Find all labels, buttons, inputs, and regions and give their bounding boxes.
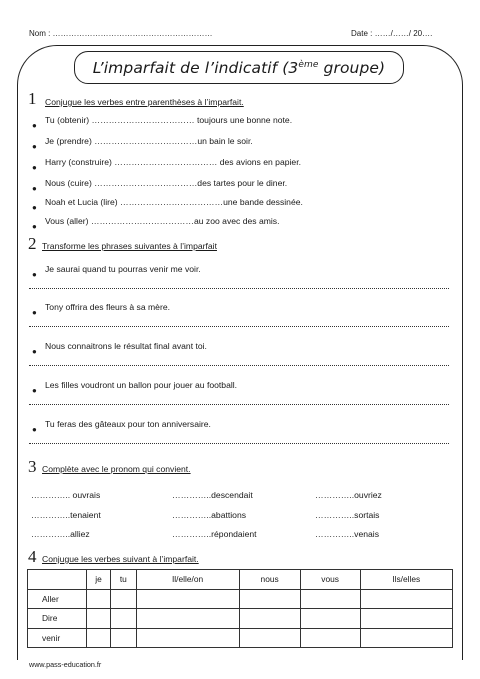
exercise-2-item: ● <box>32 386 37 395</box>
conjugation-table <box>27 569 453 648</box>
exercise-1-item: ● <box>32 222 37 231</box>
section-4-number: 4 <box>28 547 37 566</box>
exercise-2-item: ● <box>32 347 37 356</box>
exercise-2-item-text: Tony offrira des fleurs à sa mère. <box>45 302 170 312</box>
pronoun-blank[interactable]: …………..tenaient <box>31 510 101 520</box>
exercise-1-item-text: Je (prendre) ………………………………un bain le soir. <box>45 136 253 146</box>
exercise-2-item-text: Nous connaitrons le résultat final avant toi. <box>45 341 207 351</box>
answer-cell[interactable] <box>360 589 453 609</box>
section-1-instruction: Conjugue les verbes entre parenthèses à l’imparfait. <box>45 97 244 107</box>
answer-cell[interactable] <box>111 589 137 609</box>
answer-cell[interactable] <box>300 628 360 648</box>
exercise-1-item-text: Nous (cuire) ………………………………des tartes pour le diner. <box>45 178 288 188</box>
pronoun-blank[interactable]: …………..alliez <box>31 529 90 539</box>
answer-line[interactable] <box>29 288 449 289</box>
answer-cell[interactable] <box>87 609 111 629</box>
section-3-number: 3 <box>28 457 37 476</box>
exercise-2-item-text: Tu feras des gâteaux pour ton anniversaire. <box>45 419 211 429</box>
answer-line[interactable] <box>29 326 449 327</box>
pronoun-blank[interactable]: …………..descendait <box>172 490 253 500</box>
exercise-1-item-text: Harry (construire) ……………………………… des avions en papier. <box>45 157 301 167</box>
answer-cell[interactable] <box>239 589 300 609</box>
answer-cell[interactable] <box>136 609 239 629</box>
exercise-1-item: ● <box>32 184 37 193</box>
exercise-1-item-text: Tu (obtenir) ……………………………… toujours une bonne note. <box>45 115 293 125</box>
exercise-1-item-text: Vous (aller) ………………………………au zoo avec des amis. <box>45 216 280 226</box>
exercise-2-item-text: Les filles voudront un ballon pour jouer au football. <box>45 380 238 390</box>
section-4-instruction: Conjugue les verbes suivant à l’imparfait. <box>42 554 199 564</box>
answer-cell[interactable] <box>111 628 137 648</box>
table-row <box>28 628 453 648</box>
table-header-cell: tu <box>111 570 137 590</box>
answer-cell[interactable] <box>300 589 360 609</box>
exercise-2-item-text: Je saurai quand tu pourras venir me voir. <box>45 264 201 274</box>
table-header-row <box>28 570 453 590</box>
answer-cell[interactable] <box>111 609 137 629</box>
answer-cell[interactable] <box>360 609 453 629</box>
exercise-1-item: ● <box>32 163 37 172</box>
answer-cell[interactable] <box>87 589 111 609</box>
pronoun-blank[interactable]: ………….. ouvrais <box>31 490 101 500</box>
exercise-1-item: ● <box>32 142 37 151</box>
footer-url: www.pass-education.fr <box>29 660 102 669</box>
pronoun-blank[interactable]: …………..ouvriez <box>315 490 382 500</box>
answer-cell[interactable] <box>136 628 239 648</box>
table-header-cell: Il/elle/on <box>136 570 239 590</box>
title-box <box>74 51 404 84</box>
exercise-2-item: ● <box>32 270 37 279</box>
section-2-number: 2 <box>28 234 37 253</box>
section-2-instruction: Transforme les phrases suivantes à l’imparfait <box>42 241 217 251</box>
section-1-number: 1 <box>28 89 37 108</box>
answer-cell[interactable] <box>300 609 360 629</box>
pronoun-blank[interactable]: …………..abattions <box>172 510 247 520</box>
page-title: L’imparfait de l’indicatif (3ème groupe) <box>92 58 386 77</box>
section-3-instruction: Complète avec le pronom qui convient. <box>42 464 191 474</box>
table-header-cell: je <box>87 570 111 590</box>
answer-cell[interactable] <box>360 628 453 648</box>
answer-cell[interactable] <box>136 589 239 609</box>
table-header-cell: nous <box>239 570 300 590</box>
answer-cell[interactable] <box>87 628 111 648</box>
exercise-1-item: ● <box>32 121 37 130</box>
exercise-1-item-text: Noah et Lucia (lire) ………………………………une bande dessinée. <box>45 197 303 207</box>
answer-line[interactable] <box>29 404 449 405</box>
exercise-2-item: ● <box>32 308 37 317</box>
pronoun-blank[interactable]: …………..venais <box>315 529 379 539</box>
table-header-cell: Ils/elles <box>360 570 453 590</box>
pronoun-blank[interactable]: …………..sortais <box>315 510 380 520</box>
date-field-label: Date : ……/……/ 20…. <box>351 29 433 38</box>
answer-cell[interactable] <box>239 609 300 629</box>
exercise-2-item: ● <box>32 425 37 434</box>
answer-line[interactable] <box>29 365 449 366</box>
verb-label: Dire <box>28 609 87 629</box>
answer-line[interactable] <box>29 443 449 444</box>
pronoun-blank[interactable]: …………..répondaient <box>172 529 257 539</box>
verb-label: Aller <box>28 589 87 609</box>
table-header-cell: vous <box>300 570 360 590</box>
table-row <box>28 609 453 629</box>
name-field-label: Nom : …………………………………………………… <box>29 29 213 38</box>
table-row <box>28 589 453 609</box>
exercise-1-item: ● <box>32 203 37 212</box>
answer-cell[interactable] <box>239 628 300 648</box>
verb-label: venir <box>28 628 87 648</box>
table-header-cell <box>28 570 87 590</box>
